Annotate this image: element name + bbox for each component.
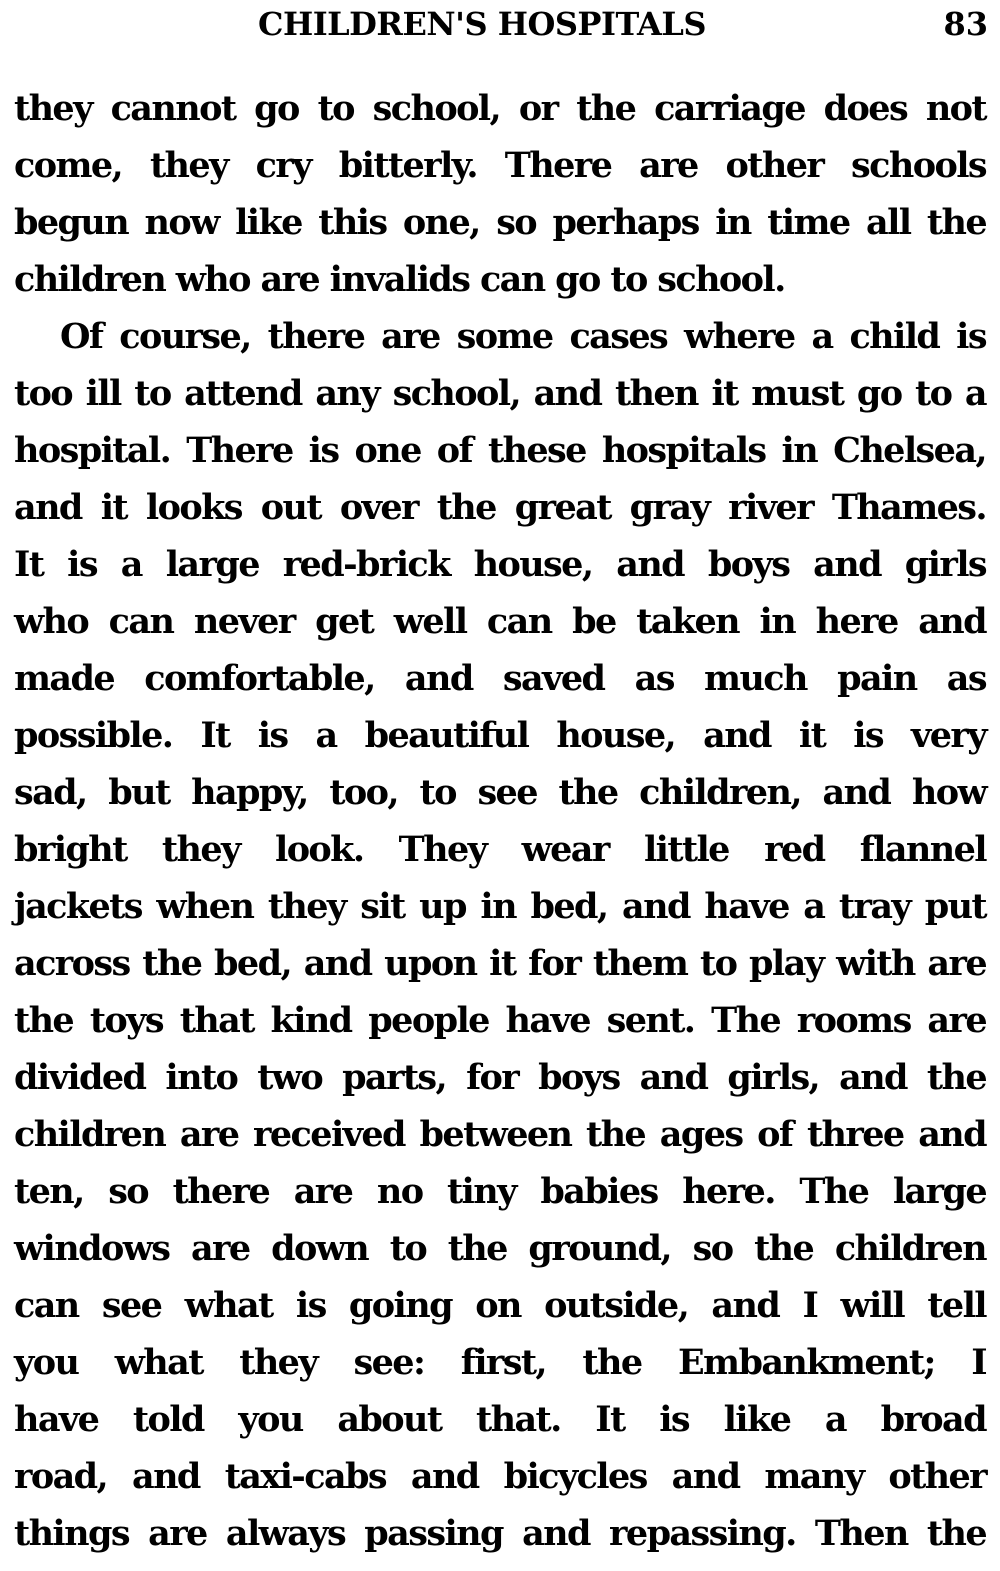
text-line: across the bed, and upon it for them to play with are	[14, 943, 986, 984]
text-line: possible. It is a beautiful house, and it is very	[14, 715, 986, 756]
text-line: have told you about that. It is like a broad	[14, 1399, 986, 1440]
text-line: the toys that kind people have sent. The rooms are	[14, 1000, 986, 1041]
running-title: CHILDREN'S HOSPITALS	[258, 5, 706, 43]
text-line: ten, so there are no tiny babies here. The large	[14, 1171, 986, 1212]
text-line: road, and taxi-cabs and bicycles and many other	[14, 1456, 986, 1497]
text-line: and it looks out over the great gray river Thames.	[14, 487, 986, 528]
text-line: children are received between the ages of three and	[14, 1114, 986, 1155]
text-line: hospital. There is one of these hospitals in Chelsea,	[14, 430, 986, 471]
text-line: divided into two parts, for boys and girls, and the	[14, 1057, 986, 1098]
paragraph-first-line: Of course, there are some cases where a child is	[60, 316, 986, 357]
text-line: things are always passing and repassing. Then the	[14, 1513, 986, 1554]
text-line: too ill to attend any school, and then it must go to a	[14, 373, 986, 414]
text-line: windows are down to the ground, so the children	[14, 1228, 986, 1269]
running-head	[0, 2, 1000, 46]
text-line: begun now like this one, so perhaps in time all the	[14, 202, 986, 243]
text-line: bright they look. They wear little red flannel	[14, 829, 986, 870]
body-text	[14, 80, 986, 1562]
text-line: can see what is going on outside, and I will tell	[14, 1285, 986, 1326]
text-line: they cannot go to school, or the carriage does not	[14, 88, 986, 129]
text-line: you what they see: first, the Embankment; I	[14, 1342, 986, 1383]
text-line: jackets when they sit up in bed, and have a tray put	[14, 886, 986, 927]
text-line: sad, but happy, too, to see the children, and how	[14, 772, 986, 813]
text-line: come, they cry bitterly. There are other schools	[14, 145, 986, 186]
page-number: 83	[943, 5, 988, 43]
text-line: made comfortable, and saved as much pain as	[14, 658, 986, 699]
text-line: It is a large red-brick house, and boys and girls	[14, 544, 986, 585]
text-line: children who are invalids can go to school.	[14, 259, 785, 300]
text-line: who can never get well can be taken in here and	[14, 601, 986, 642]
